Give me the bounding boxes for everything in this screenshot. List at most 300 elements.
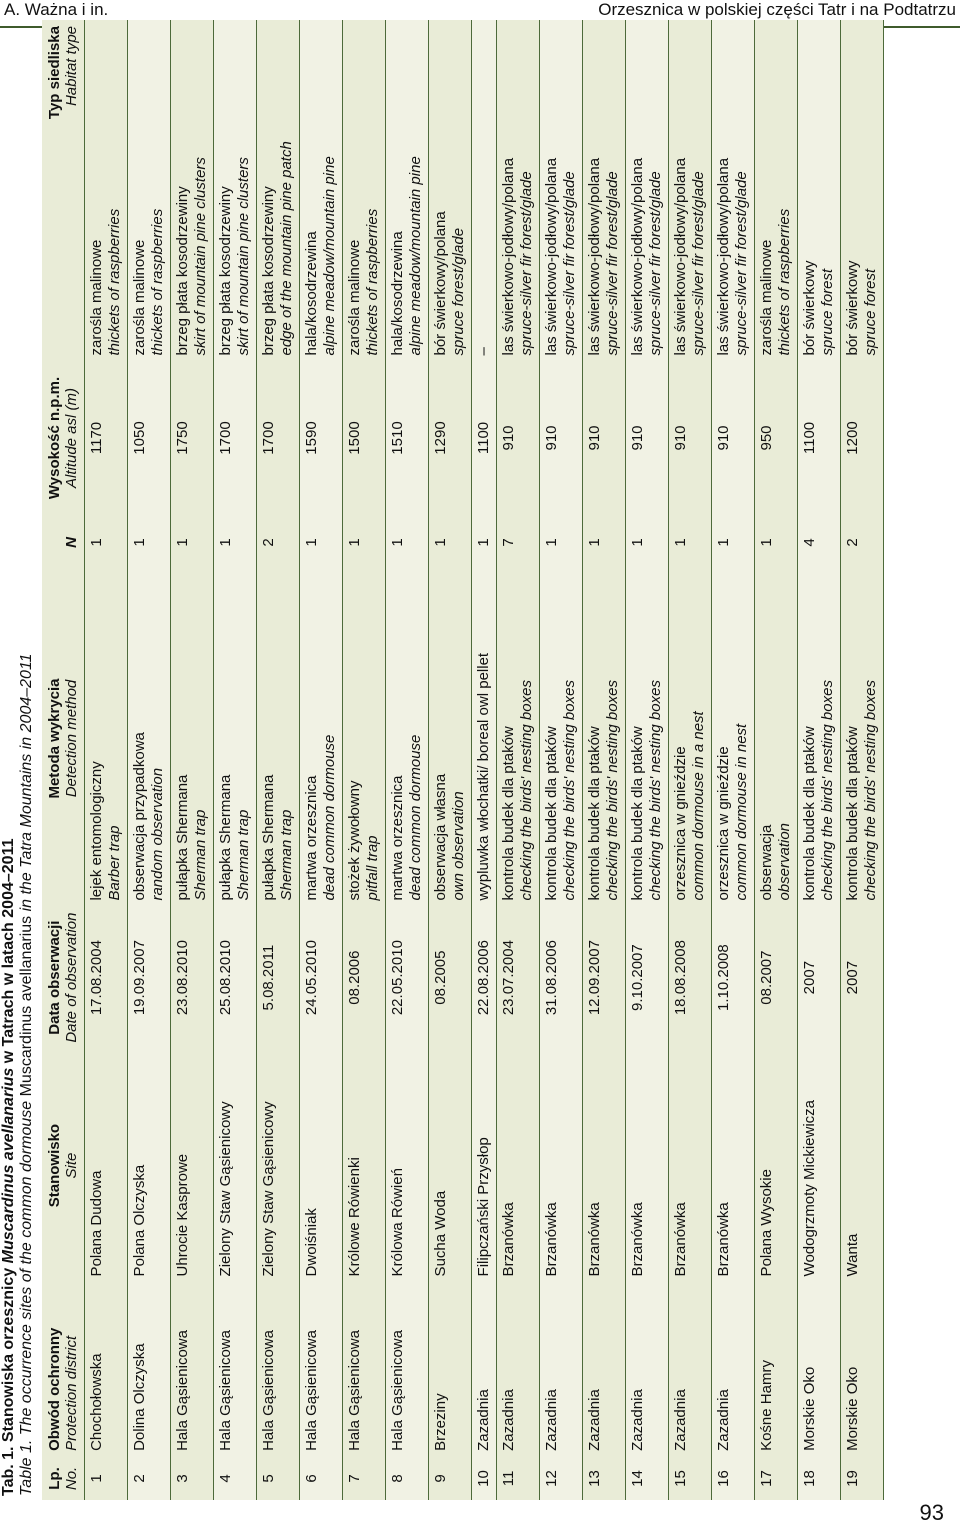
cell-n-n: 1	[346, 538, 363, 547]
cell-habitat	[386, 20, 429, 362]
cell-habitat-habitat-pl: brzeg płata kosodrzewiny	[174, 186, 191, 356]
cell-district-district: Hala Gąsienicowa	[174, 1330, 191, 1451]
table-body	[85, 20, 884, 1500]
running-header-title: Orzesznica w polskiej części Tatr i na Podtatrzu	[598, 0, 956, 19]
cell-n	[386, 514, 429, 570]
cell-habitat-habitat-pl: bór świerkowy	[801, 260, 818, 356]
cell-habitat	[669, 20, 712, 362]
table-row	[85, 20, 128, 1500]
cell-habitat-habitat-pl: brzeg płata kosodrzewiny	[217, 186, 234, 356]
cell-site	[429, 1049, 472, 1283]
cell-method-method-en: checking the birds' nesting boxes	[647, 680, 664, 901]
cell-date-date: 5.08.2011	[260, 944, 277, 1011]
cell-method	[128, 570, 171, 906]
caption-en-species: Muscardinus avellanarius	[18, 915, 35, 1097]
col-method-pl: Metoda wykrycia	[46, 678, 63, 799]
cell-district-district: Zazadnia	[586, 1389, 603, 1451]
cell-date	[214, 907, 257, 1049]
cell-habitat	[128, 20, 171, 362]
cell-habitat-habitat-pl: zarośla malinowe	[88, 239, 105, 356]
caption-polish	[0, 20, 18, 1496]
cell-n	[429, 514, 472, 570]
table-caption	[0, 20, 36, 1500]
cell-n	[214, 514, 257, 570]
cell-method-method-pl: kontrola budek dla ptaków	[629, 726, 646, 901]
cell-lp	[472, 1457, 497, 1500]
cell-date	[300, 907, 343, 1049]
col-n	[42, 514, 85, 570]
cell-lp-lp: 2	[131, 1474, 148, 1483]
table-row	[300, 20, 343, 1500]
col-site-en: Site	[63, 1152, 80, 1179]
cell-n-n: 1	[672, 538, 689, 547]
cell-lp	[583, 1457, 626, 1500]
cell-site	[386, 1049, 429, 1283]
cell-method	[540, 570, 583, 906]
cell-district-district: Hala Gąsienicowa	[260, 1330, 277, 1451]
cell-lp-lp: 14	[629, 1470, 646, 1487]
cell-n	[798, 514, 841, 570]
cell-method	[472, 570, 497, 906]
table-row	[583, 20, 626, 1500]
cell-lp	[128, 1457, 171, 1500]
cell-n-n: 1	[629, 538, 646, 547]
cell-district	[300, 1282, 343, 1456]
cell-district	[171, 1282, 214, 1456]
cell-altitude	[583, 362, 626, 515]
cell-district	[386, 1282, 429, 1456]
cell-district-district: Zazadnia	[543, 1389, 560, 1451]
cell-date	[343, 907, 386, 1049]
cell-method	[497, 570, 540, 906]
cell-site	[257, 1049, 300, 1283]
cell-lp-lp: 16	[715, 1470, 732, 1487]
cell-site	[497, 1049, 540, 1283]
cell-n	[257, 514, 300, 570]
col-habitat	[42, 20, 85, 362]
cell-date	[85, 907, 128, 1049]
cell-district	[257, 1282, 300, 1456]
cell-lp-lp: 19	[844, 1470, 861, 1487]
cell-method-method-pl: pułapka Shermana	[260, 774, 277, 901]
table-row	[626, 20, 669, 1500]
cell-site-site: Brzanówka	[672, 1202, 689, 1277]
cell-habitat-habitat-en: spruce-silver fir forest/glade	[604, 171, 621, 356]
cell-altitude	[798, 362, 841, 515]
cell-site-site: Zielony Staw Gąsienicowy	[217, 1101, 234, 1277]
table-row	[497, 20, 540, 1500]
cell-date	[755, 907, 798, 1049]
cell-habitat	[429, 20, 472, 362]
cell-site-site: Polana Wysokie	[758, 1169, 775, 1277]
cell-method-method-en: checking the birds' nesting boxes	[862, 680, 879, 901]
cell-altitude-alt: 1700	[260, 421, 277, 455]
cell-n-n: 2	[844, 538, 861, 547]
cell-method-method-pl: kontrola budek dla ptaków	[543, 726, 560, 901]
cell-method-method-pl: kontrola budek dla ptaków	[801, 726, 818, 901]
cell-altitude-alt: 910	[715, 425, 732, 451]
cell-habitat-habitat-en: spruce-silver fir forest/glade	[690, 171, 707, 356]
cell-habitat-habitat-pl: brzeg płata kosodrzewiny	[260, 186, 277, 356]
cell-method-method-en: observation	[776, 822, 793, 901]
cell-method	[429, 570, 472, 906]
cell-n	[171, 514, 214, 570]
col-altitude-en: Altitude asl (m)	[63, 387, 80, 489]
cell-district-district: Hala Gąsienicowa	[303, 1330, 320, 1451]
cell-habitat-habitat-en: edge of the mountain pine patch	[278, 141, 295, 356]
cell-date-date: 9.10.2007	[629, 944, 646, 1011]
cell-date-date: 12.09.2007	[586, 940, 603, 1016]
col-method	[42, 570, 85, 906]
cell-district-district: Zazadnia	[629, 1389, 646, 1451]
cell-n-n: 1	[174, 538, 191, 547]
cell-n	[472, 514, 497, 570]
cell-lp	[669, 1457, 712, 1500]
cell-habitat-habitat-en: thickets of raspberries	[776, 208, 793, 356]
cell-lp-lp: 18	[801, 1470, 818, 1487]
cell-lp	[343, 1457, 386, 1500]
cell-date-date: 31.08.2006	[543, 940, 560, 1016]
cell-habitat-habitat-pl: las świerkowo-jodłowy/polana	[500, 157, 517, 356]
cell-date-date: 08.2007	[758, 950, 775, 1005]
cell-n	[300, 514, 343, 570]
cell-altitude	[755, 362, 798, 515]
cell-n	[343, 514, 386, 570]
cell-altitude	[626, 362, 669, 515]
cell-method-method-pl: kontrola budek dla ptaków	[586, 726, 603, 901]
cell-lp-lp: 9	[432, 1474, 449, 1483]
cell-lp	[386, 1457, 429, 1500]
table-row	[540, 20, 583, 1500]
cell-district	[497, 1282, 540, 1456]
cell-n-n: 1	[715, 538, 732, 547]
cell-date	[669, 907, 712, 1049]
caption-en-suffix: in the Tatra Mountains in 2004–2011	[18, 653, 35, 916]
cell-date	[497, 907, 540, 1049]
cell-n	[540, 514, 583, 570]
cell-altitude	[497, 362, 540, 515]
cell-method-method-pl: kontrola budek dla ptaków	[500, 726, 517, 901]
col-altitude-pl: Wysokość n.p.m.	[46, 376, 63, 500]
table-row	[712, 20, 755, 1500]
cell-date-date: 2007	[844, 960, 861, 995]
header-row	[42, 20, 85, 1500]
cell-method-method-pl: obserwacja własna	[432, 773, 449, 901]
cell-habitat-habitat-pl: –	[475, 347, 492, 356]
cell-method-method-pl: lejek entomologiczny	[88, 761, 105, 901]
cell-habitat-habitat-en: alpine meadow/mountain pine	[407, 156, 424, 356]
cell-date-date: 23.07.2004	[500, 940, 517, 1016]
cell-altitude	[85, 362, 128, 515]
cell-date	[583, 907, 626, 1049]
cell-habitat-habitat-pl: hala/kosodrzewina	[303, 231, 320, 356]
cell-method-method-en: Sherman trap	[192, 809, 209, 901]
cell-district-district: Kośne Hamry	[758, 1360, 775, 1451]
cell-habitat	[472, 20, 497, 362]
cell-habitat	[343, 20, 386, 362]
cell-habitat-habitat-en: skirt of mountain pine clusters	[192, 157, 209, 356]
cell-district-district: Zazadnia	[475, 1389, 492, 1451]
cell-district-district: Morskie Oko	[844, 1366, 861, 1451]
cell-habitat-habitat-en: skirt of mountain pine clusters	[235, 157, 252, 356]
col-site-pl: Stanowisko	[46, 1123, 63, 1208]
cell-lp-lp: 12	[543, 1470, 560, 1487]
cell-district	[798, 1282, 841, 1456]
cell-site	[540, 1049, 583, 1283]
caption-en-prefix: Table 1. The occurrence sites of the common dormouse	[18, 1096, 35, 1496]
cell-lp-lp: 7	[346, 1474, 363, 1483]
cell-method	[669, 570, 712, 906]
cell-lp-lp: 3	[174, 1474, 191, 1483]
cell-n-n: 1	[543, 538, 560, 547]
cell-district-district: Zazadnia	[500, 1389, 517, 1451]
cell-n	[669, 514, 712, 570]
cell-lp	[755, 1457, 798, 1500]
cell-method-method-en: random observation	[149, 767, 166, 901]
cell-method-method-en: Sherman trap	[235, 809, 252, 901]
cell-method-method-pl: martwa orzesznica	[389, 775, 406, 901]
cell-lp-lp: 4	[217, 1474, 234, 1483]
cell-lp	[798, 1457, 841, 1500]
cell-lp-lp: 5	[260, 1474, 277, 1483]
cell-site	[841, 1049, 884, 1283]
cell-district	[583, 1282, 626, 1456]
table-row	[841, 20, 884, 1500]
caption-english	[18, 20, 36, 1496]
cell-habitat-habitat-pl: las świerkowo-jodłowy/polana	[672, 157, 689, 356]
cell-district-district: Morskie Oko	[801, 1366, 818, 1451]
cell-district	[755, 1282, 798, 1456]
col-district-pl: Obwód ochronny	[46, 1327, 63, 1451]
cell-method	[583, 570, 626, 906]
cell-method-method-en: common dormouse in nest	[733, 723, 750, 901]
cell-date-date: 08.2005	[432, 950, 449, 1005]
cell-site-site: Filipczański Przysłop	[475, 1137, 492, 1277]
cell-habitat-habitat-en: spruce forest	[862, 268, 879, 356]
cell-district	[669, 1282, 712, 1456]
cell-district	[712, 1282, 755, 1456]
cell-date-date: 2007	[801, 960, 818, 995]
cell-method-method-en: dead common dormouse	[407, 734, 424, 901]
rotated-table-container	[0, 20, 940, 1500]
cell-n-n: 7	[500, 538, 517, 547]
cell-date	[712, 907, 755, 1049]
cell-n	[85, 514, 128, 570]
cell-altitude-alt: 910	[500, 425, 517, 451]
cell-n	[583, 514, 626, 570]
cell-method-method-pl: orzesznica w gnieździe	[672, 746, 689, 901]
cell-n-n: 4	[801, 538, 818, 547]
cell-n-n: 1	[475, 538, 492, 547]
col-site	[42, 1049, 85, 1283]
cell-habitat-habitat-pl: bór świerkowy	[844, 260, 861, 356]
occurrence-table	[42, 20, 884, 1500]
cell-altitude-alt: 1100	[475, 421, 492, 455]
cell-habitat-habitat-en: thickets of raspberries	[106, 208, 123, 356]
col-habitat-en: Habitat type	[63, 26, 80, 107]
cell-habitat	[626, 20, 669, 362]
cell-date	[626, 907, 669, 1049]
cell-altitude-alt: 910	[629, 425, 646, 451]
cell-site-site: Wodogrzmoty Mickiewicza	[801, 1100, 818, 1277]
table-row	[343, 20, 386, 1500]
cell-altitude	[300, 362, 343, 515]
cell-date-date: 17.08.2004	[88, 940, 105, 1016]
cell-method-method-en: own observation	[450, 791, 467, 901]
cell-district	[214, 1282, 257, 1456]
cell-site-site: Brzanówka	[629, 1202, 646, 1277]
cell-lp	[300, 1457, 343, 1500]
caption-pl-species: Muscardinus avellanarius	[0, 1067, 17, 1264]
cell-altitude	[386, 362, 429, 515]
cell-method	[626, 570, 669, 906]
cell-lp	[626, 1457, 669, 1500]
cell-habitat-habitat-pl: las świerkowo-jodłowy/polana	[586, 157, 603, 356]
cell-altitude-alt: 910	[543, 425, 560, 451]
cell-habitat	[712, 20, 755, 362]
cell-site-site: Brzanówka	[500, 1202, 517, 1277]
cell-site-site: Sucha Woda	[432, 1190, 449, 1277]
cell-site	[669, 1049, 712, 1283]
cell-altitude	[257, 362, 300, 515]
cell-method-method-en: checking the birds' nesting boxes	[561, 680, 578, 901]
table-row	[386, 20, 429, 1500]
cell-date	[257, 907, 300, 1049]
cell-altitude-alt: 1200	[844, 421, 861, 455]
cell-altitude-alt: 910	[672, 425, 689, 451]
cell-habitat-habitat-en: thickets of raspberries	[364, 208, 381, 356]
cell-district	[429, 1282, 472, 1456]
cell-district	[128, 1282, 171, 1456]
cell-lp	[257, 1457, 300, 1500]
cell-habitat	[85, 20, 128, 362]
cell-site	[755, 1049, 798, 1283]
cell-habitat-habitat-pl: las świerkowo-jodłowy/polana	[715, 157, 732, 356]
cell-method-method-pl: obserwacja przypadkowa	[131, 732, 148, 901]
col-district-en: Protection district	[63, 1335, 80, 1451]
cell-date-date: 18.08.2008	[672, 940, 689, 1016]
cell-habitat	[583, 20, 626, 362]
cell-method	[300, 570, 343, 906]
cell-lp-lp: 1	[88, 1474, 105, 1483]
cell-altitude	[841, 362, 884, 515]
cell-method-method-pl: obserwacja	[758, 824, 775, 901]
cell-n-n: 1	[432, 538, 449, 547]
cell-district	[540, 1282, 583, 1456]
cell-site	[343, 1049, 386, 1283]
cell-habitat	[540, 20, 583, 362]
cell-lp	[841, 1457, 884, 1500]
cell-district-district: Zazadnia	[672, 1389, 689, 1451]
cell-date	[171, 907, 214, 1049]
cell-habitat	[798, 20, 841, 362]
cell-lp	[497, 1457, 540, 1500]
cell-method	[214, 570, 257, 906]
cell-date	[386, 907, 429, 1049]
cell-habitat-habitat-pl: las świerkowo-jodłowy/polana	[543, 157, 560, 356]
cell-date-date: 22.05.2010	[389, 940, 406, 1016]
cell-site-site: Królowa Rówień	[389, 1168, 406, 1277]
cell-n-n: 1	[586, 538, 603, 547]
cell-method-method-pl: kontrola budek dla ptaków	[844, 726, 861, 901]
cell-site-site: Królowe Rówienki	[346, 1157, 363, 1277]
caption-pl-prefix: Tab. 1. Stanowiska orzesznicy	[0, 1263, 17, 1496]
caption-pl-suffix: w Tatrach w latach 2004–2011	[0, 838, 17, 1068]
cell-date	[429, 907, 472, 1049]
cell-habitat-habitat-pl: bór świerkowy/polana	[432, 211, 449, 356]
cell-method-method-en: pitfall trap	[364, 835, 381, 901]
cell-habitat-habitat-pl: las świerkowo-jodłowy/polana	[629, 157, 646, 356]
cell-habitat-habitat-pl: zarośla malinowe	[346, 239, 363, 356]
cell-site	[300, 1049, 343, 1283]
cell-date	[540, 907, 583, 1049]
cell-district-district: Hala Gąsienicowa	[346, 1330, 363, 1451]
cell-site	[626, 1049, 669, 1283]
cell-date-date: 08.2006	[346, 950, 363, 1005]
cell-district-district: Hala Gąsienicowa	[217, 1330, 234, 1451]
cell-method-method-en: Barber trap	[106, 825, 123, 901]
cell-n	[755, 514, 798, 570]
cell-method-method-en: common dormouse in a nest	[690, 711, 707, 901]
cell-altitude	[214, 362, 257, 515]
table-row	[171, 20, 214, 1500]
cell-district-district: Chochołowska	[88, 1353, 105, 1451]
cell-method	[798, 570, 841, 906]
cell-site-site: Wanta	[844, 1233, 861, 1277]
cell-district-district: Zazadnia	[715, 1389, 732, 1451]
table-row	[472, 20, 497, 1500]
cell-n	[626, 514, 669, 570]
col-n-label: N	[63, 537, 80, 548]
table-row	[429, 20, 472, 1500]
cell-lp	[712, 1457, 755, 1500]
cell-date	[128, 907, 171, 1049]
table-row	[755, 20, 798, 1500]
cell-habitat-habitat-pl: hala/kosodrzewina	[389, 231, 406, 356]
cell-method	[712, 570, 755, 906]
cell-method-method-pl: martwa orzesznica	[303, 775, 320, 901]
cell-altitude-alt: 1500	[346, 421, 363, 455]
cell-altitude-alt: 1700	[217, 421, 234, 455]
table-row	[669, 20, 712, 1500]
cell-n-n: 2	[260, 538, 277, 547]
col-date	[42, 907, 85, 1049]
cell-altitude-alt: 1590	[303, 421, 320, 455]
cell-lp-lp: 8	[389, 1474, 406, 1483]
cell-site-site: Dwoiśniak	[303, 1208, 320, 1277]
cell-altitude-alt: 950	[758, 425, 775, 451]
cell-site	[214, 1049, 257, 1283]
table-row	[257, 20, 300, 1500]
cell-site-site: Uhrocie Kasprowe	[174, 1153, 191, 1277]
cell-site	[171, 1049, 214, 1283]
cell-altitude	[669, 362, 712, 515]
cell-site-site: Brzanówka	[543, 1202, 560, 1277]
cell-n	[712, 514, 755, 570]
cell-habitat	[497, 20, 540, 362]
cell-site	[583, 1049, 626, 1283]
cell-site-site: Brzanówka	[586, 1202, 603, 1277]
cell-habitat-habitat-en: spruce-silver fir forest/glade	[518, 171, 535, 356]
cell-habitat	[214, 20, 257, 362]
cell-district-district: Dolina Olczyska	[131, 1343, 148, 1451]
cell-date-date: 23.08.2010	[174, 940, 191, 1016]
col-lp-en: No.	[63, 1466, 80, 1491]
cell-method-method-en: checking the birds' nesting boxes	[518, 680, 535, 901]
table-header	[42, 20, 85, 1500]
page-number: 93	[919, 1500, 944, 1525]
cell-method-method-en: dead common dormouse	[321, 734, 338, 901]
